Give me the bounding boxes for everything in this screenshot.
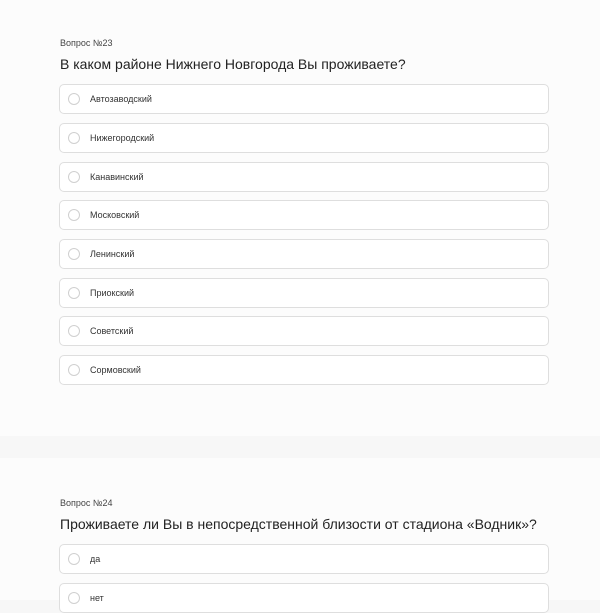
radio-button-icon[interactable]: [68, 553, 80, 565]
option-priroksky[interactable]: [59, 278, 549, 308]
option-label: Приокский: [90, 288, 135, 298]
option-nizhegorodsky[interactable]: [59, 123, 549, 153]
question-number: Вопрос №23: [60, 38, 113, 48]
radio-button-icon[interactable]: [68, 287, 80, 299]
radio-button-icon[interactable]: [68, 248, 80, 260]
option-label: Сормовский: [90, 365, 141, 375]
option-label: да: [90, 554, 101, 564]
question-title: Проживаете ли Вы в непосредственной близости от стадиона «Водник»?: [60, 516, 537, 532]
question-card-24: [0, 458, 600, 603]
question-title: В каком районе Нижнего Новгорода Вы проживаете?: [60, 56, 406, 72]
option-label: Советский: [90, 326, 134, 336]
option-kanavinsky[interactable]: [59, 162, 549, 192]
option-label: Ленинский: [90, 249, 135, 259]
radio-button-icon[interactable]: [68, 132, 80, 144]
option-avtozavodsky[interactable]: [59, 84, 549, 114]
option-sovetsky[interactable]: [59, 316, 549, 346]
option-label: Московский: [90, 210, 140, 220]
radio-button-icon[interactable]: [68, 93, 80, 105]
radio-button-icon[interactable]: [68, 171, 80, 183]
option-moskovsky[interactable]: [59, 200, 549, 230]
radio-button-icon[interactable]: [68, 325, 80, 337]
radio-button-icon[interactable]: [68, 209, 80, 221]
radio-button-icon[interactable]: [68, 592, 80, 604]
option-label: нет: [90, 593, 104, 603]
option-leninsky[interactable]: [59, 239, 549, 269]
question-number: Вопрос №24: [60, 498, 113, 508]
option-label: Канавинский: [90, 172, 144, 182]
option-label: Автозаводский: [90, 94, 152, 104]
radio-button-icon[interactable]: [68, 364, 80, 376]
option-no[interactable]: [59, 583, 549, 613]
option-label: Нижегородский: [90, 133, 155, 143]
option-sormovsky[interactable]: [59, 355, 549, 385]
option-yes[interactable]: [59, 544, 549, 574]
